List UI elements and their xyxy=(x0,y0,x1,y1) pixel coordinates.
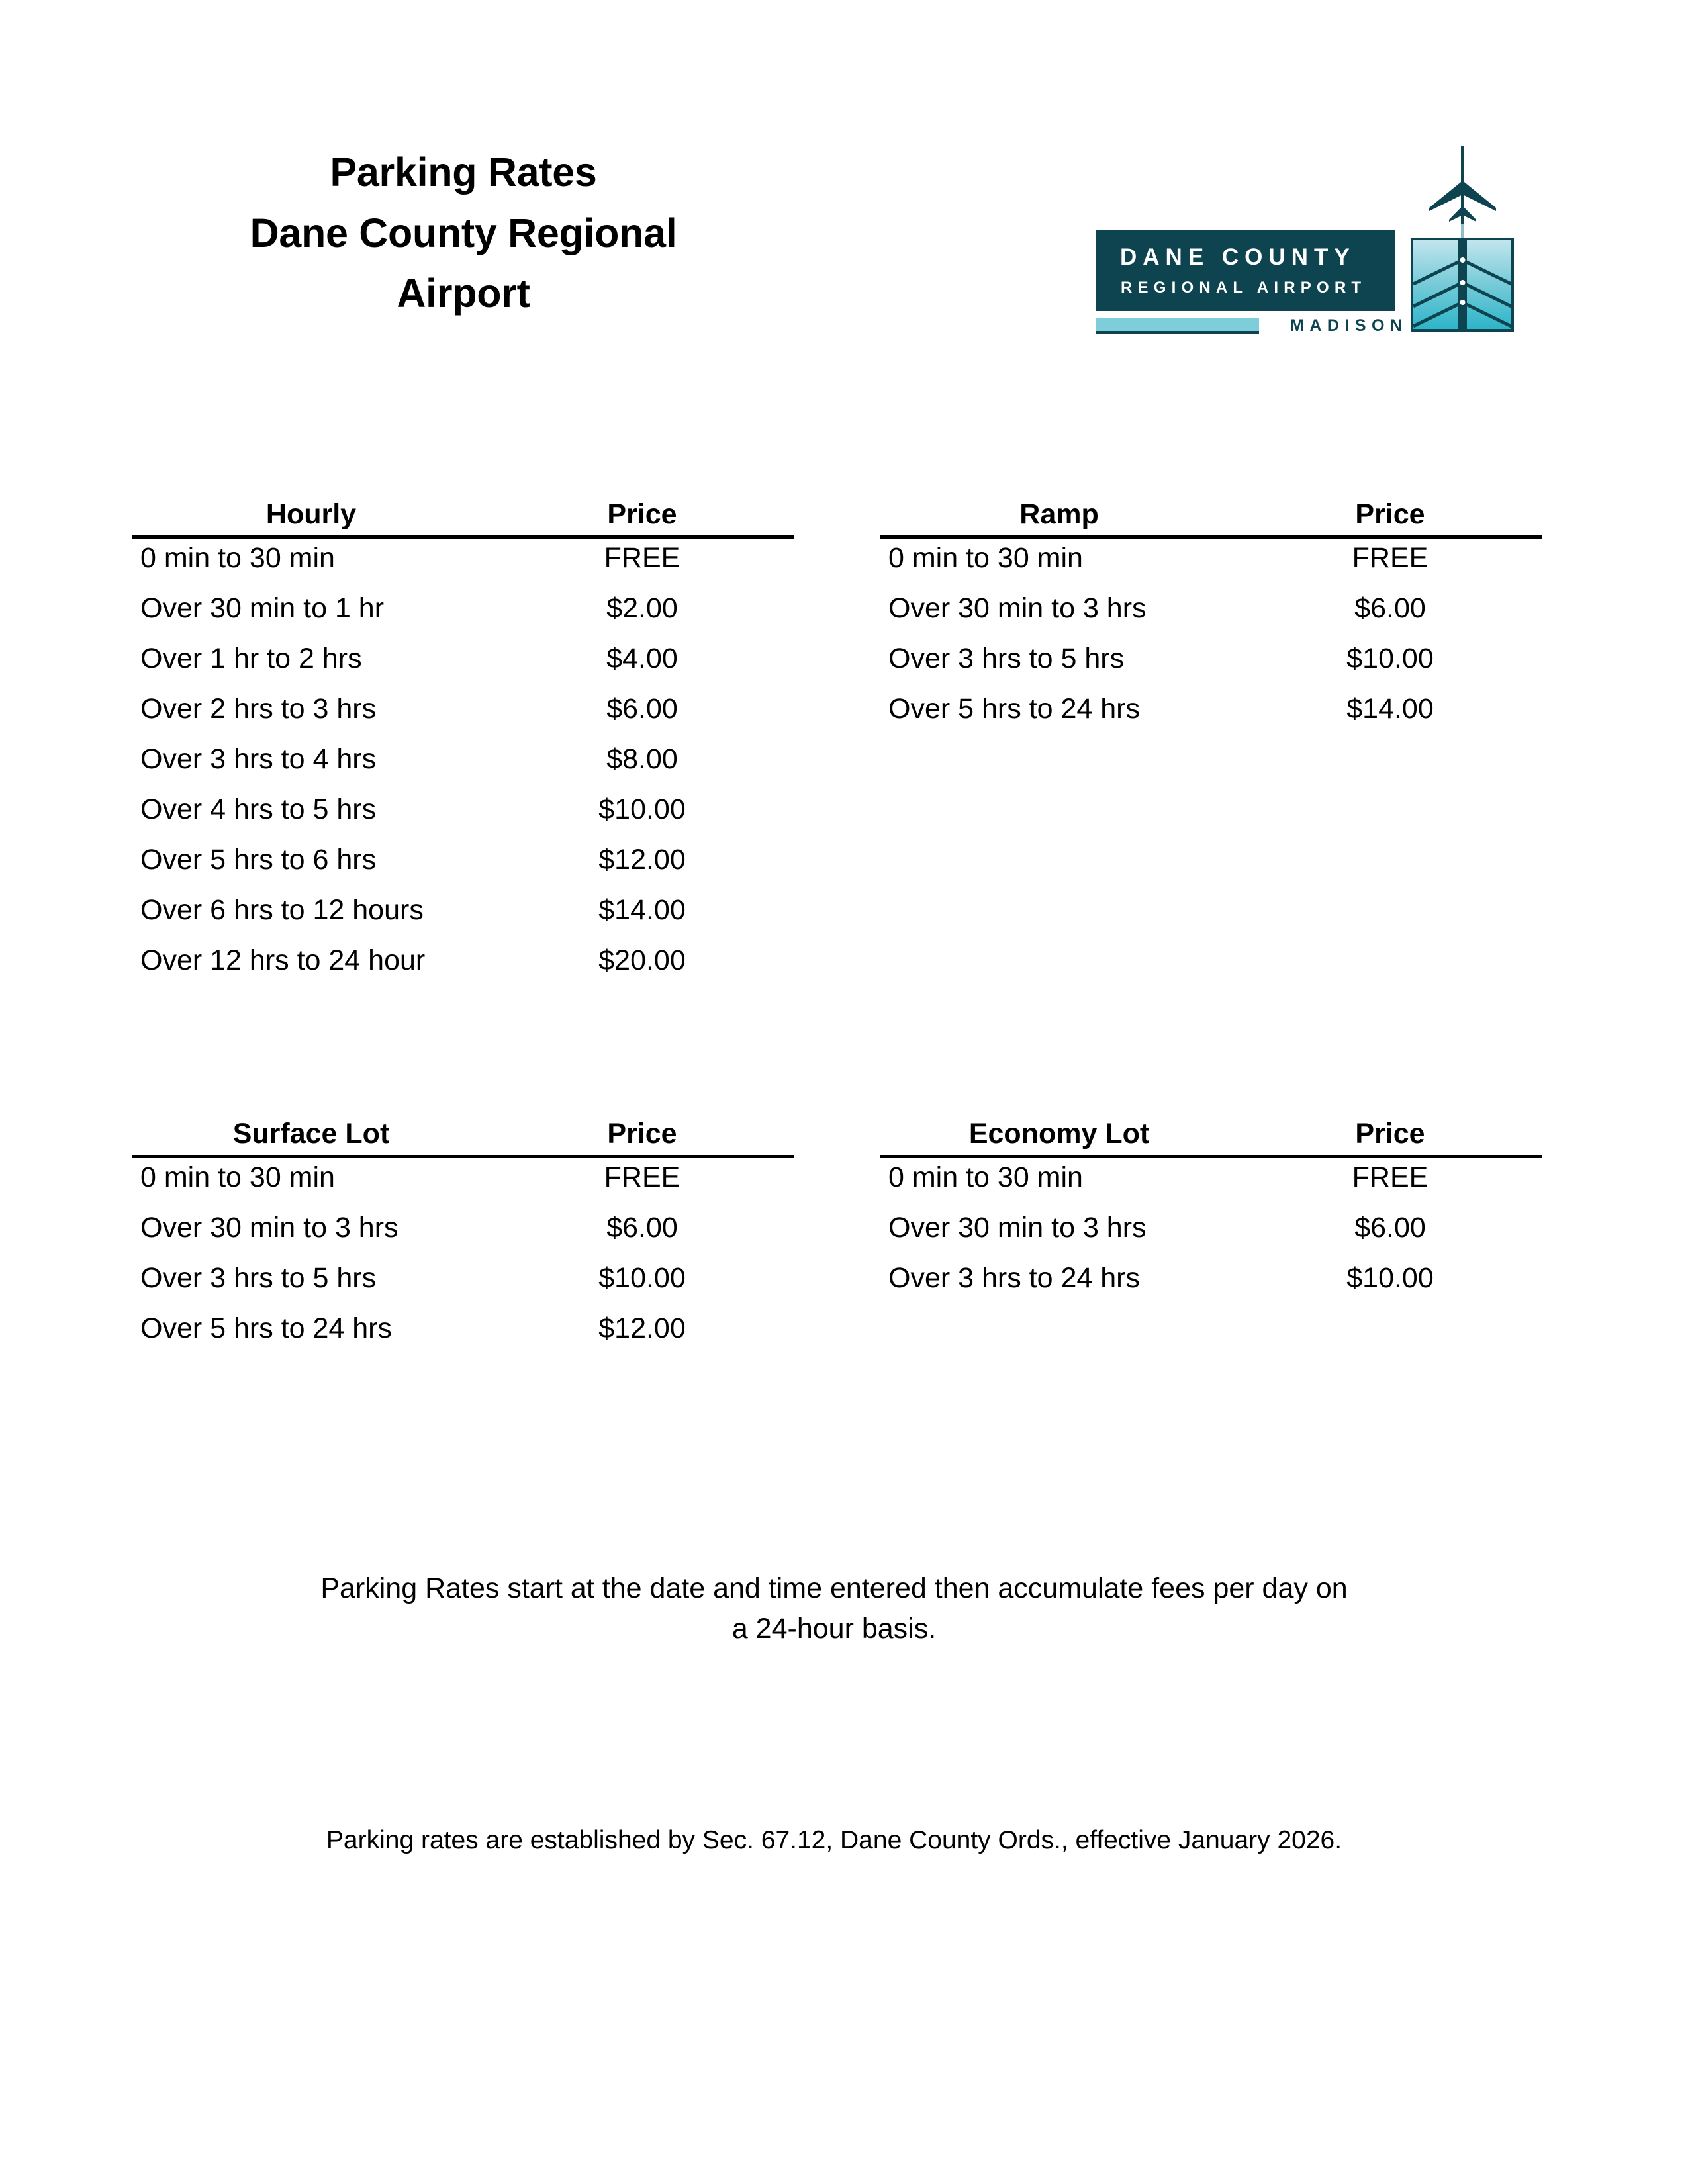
cell-range: Over 2 hrs to 3 hrs xyxy=(140,692,377,725)
cell-range: Over 12 hrs to 24 hour xyxy=(140,944,426,976)
airport-runway-plane-mark-icon xyxy=(1405,142,1519,334)
cell-price: $10.00 xyxy=(1346,642,1434,674)
cell-range: Over 4 hrs to 5 hrs xyxy=(140,793,377,825)
cell-range: Over 30 min to 3 hrs xyxy=(140,1211,399,1244)
page-title xyxy=(199,142,728,324)
table-row xyxy=(861,1161,1523,1211)
table-header-row xyxy=(861,1117,1523,1155)
cell-price: $6.00 xyxy=(606,1211,678,1244)
cell-price: $2.00 xyxy=(606,592,678,624)
cell-price: $14.00 xyxy=(1346,692,1434,725)
table-row xyxy=(861,592,1523,642)
cell-price: $14.00 xyxy=(598,893,686,926)
table-row xyxy=(113,541,774,592)
document-header xyxy=(0,0,1688,371)
page-title-line-1: Parking Rates xyxy=(330,150,597,195)
cell-price: $12.00 xyxy=(598,1312,686,1344)
cell-range: Over 5 hrs to 24 hrs xyxy=(888,692,1140,725)
table-row xyxy=(113,1211,774,1261)
cell-price: $6.00 xyxy=(606,692,678,725)
cell-range: Over 3 hrs to 5 hrs xyxy=(140,1261,377,1294)
cell-range: 0 min to 30 min xyxy=(140,541,335,574)
column-header-price: Price xyxy=(1355,1118,1425,1150)
table-row xyxy=(113,743,774,793)
cell-range: Over 3 hrs to 5 hrs xyxy=(888,642,1125,674)
table-row xyxy=(113,1312,774,1362)
cell-range: Over 1 hr to 2 hrs xyxy=(140,642,362,674)
table-header-row xyxy=(113,498,774,535)
accrual-note xyxy=(122,1569,1546,1649)
table-row xyxy=(113,1161,774,1211)
table-row xyxy=(861,1261,1523,1312)
logo-text-dane-county: DANE COUNTY xyxy=(1120,244,1356,270)
accrual-note-line-2: a 24-hour basis. xyxy=(731,1613,937,1645)
rate-table-surface-lot xyxy=(113,1117,774,1362)
table-header-rule xyxy=(880,1155,1542,1158)
cell-price: $4.00 xyxy=(606,642,678,674)
table-header-rule xyxy=(880,535,1542,539)
cell-range: Over 30 min to 3 hrs xyxy=(888,592,1147,624)
airport-logo xyxy=(1096,142,1519,354)
table-header-row xyxy=(861,498,1523,535)
ordinance-note: Parking rates are established by Sec. 67.12, Dane County Ords., effective January 2026. xyxy=(326,1826,1342,1854)
cell-price: FREE xyxy=(604,1161,680,1193)
column-header-category: Economy Lot xyxy=(968,1118,1150,1150)
cell-price: $20.00 xyxy=(598,944,686,976)
cell-range: Over 3 hrs to 4 hrs xyxy=(140,743,377,775)
table-row xyxy=(113,944,774,994)
cell-price: FREE xyxy=(1352,1161,1429,1193)
logo-text-regional-airport: REGIONAL AIRPORT xyxy=(1121,279,1367,296)
column-header-price: Price xyxy=(607,498,677,530)
table-row xyxy=(113,893,774,944)
cell-price: $6.00 xyxy=(1354,592,1426,624)
table-header-rule xyxy=(132,1155,794,1158)
table-row xyxy=(113,843,774,893)
table-row xyxy=(861,692,1523,743)
cell-price: $12.00 xyxy=(598,843,686,876)
column-header-price: Price xyxy=(1355,498,1425,530)
table-row xyxy=(113,793,774,843)
rate-table-economy-lot xyxy=(861,1117,1523,1312)
page-title-line-2: Dane County Regional xyxy=(250,210,677,255)
cell-price: $6.00 xyxy=(1354,1211,1426,1244)
cell-range: 0 min to 30 min xyxy=(888,541,1083,574)
cell-range: Over 3 hrs to 24 hrs xyxy=(888,1261,1140,1294)
column-header-category: Hourly xyxy=(265,498,357,530)
cell-range: Over 30 min to 1 hr xyxy=(140,592,385,624)
table-row xyxy=(861,541,1523,592)
table-row xyxy=(113,592,774,642)
table-header-row xyxy=(113,1117,774,1155)
cell-range: 0 min to 30 min xyxy=(888,1161,1083,1193)
cell-price: $10.00 xyxy=(598,1261,686,1294)
column-header-price: Price xyxy=(607,1118,677,1150)
table-header-rule xyxy=(132,535,794,539)
page-title-line-3: Airport xyxy=(397,271,530,316)
table-body xyxy=(861,1161,1523,1312)
rate-table-hourly xyxy=(113,498,774,994)
table-row xyxy=(113,1261,774,1312)
table-body xyxy=(861,541,1523,743)
table-row xyxy=(861,1211,1523,1261)
cell-price: $10.00 xyxy=(598,793,686,825)
column-header-category: Surface Lot xyxy=(232,1118,390,1150)
table-row xyxy=(861,642,1523,692)
cell-price: FREE xyxy=(604,541,680,574)
cell-range: Over 5 hrs to 6 hrs xyxy=(140,843,377,876)
cell-range: Over 6 hrs to 12 hours xyxy=(140,893,424,926)
logo-text-madison: MADISON xyxy=(1290,316,1408,335)
cell-range: Over 30 min to 3 hrs xyxy=(888,1211,1147,1244)
table-row xyxy=(113,692,774,743)
cell-price: $8.00 xyxy=(606,743,678,775)
logo-wordmark-box xyxy=(1096,230,1395,311)
accrual-note-line-1: Parking Rates start at the date and time entered then accumulate fees per day on xyxy=(320,1572,1348,1604)
column-header-category: Ramp xyxy=(1019,498,1099,530)
cell-range: Over 5 hrs to 24 hrs xyxy=(140,1312,392,1344)
table-body xyxy=(113,1161,774,1362)
rate-table-ramp xyxy=(861,498,1523,743)
table-body xyxy=(113,541,774,994)
logo-accent-bar xyxy=(1096,318,1259,334)
cell-range: 0 min to 30 min xyxy=(140,1161,335,1193)
cell-price: FREE xyxy=(1352,541,1429,574)
cell-price: $10.00 xyxy=(1346,1261,1434,1294)
table-row xyxy=(113,642,774,692)
